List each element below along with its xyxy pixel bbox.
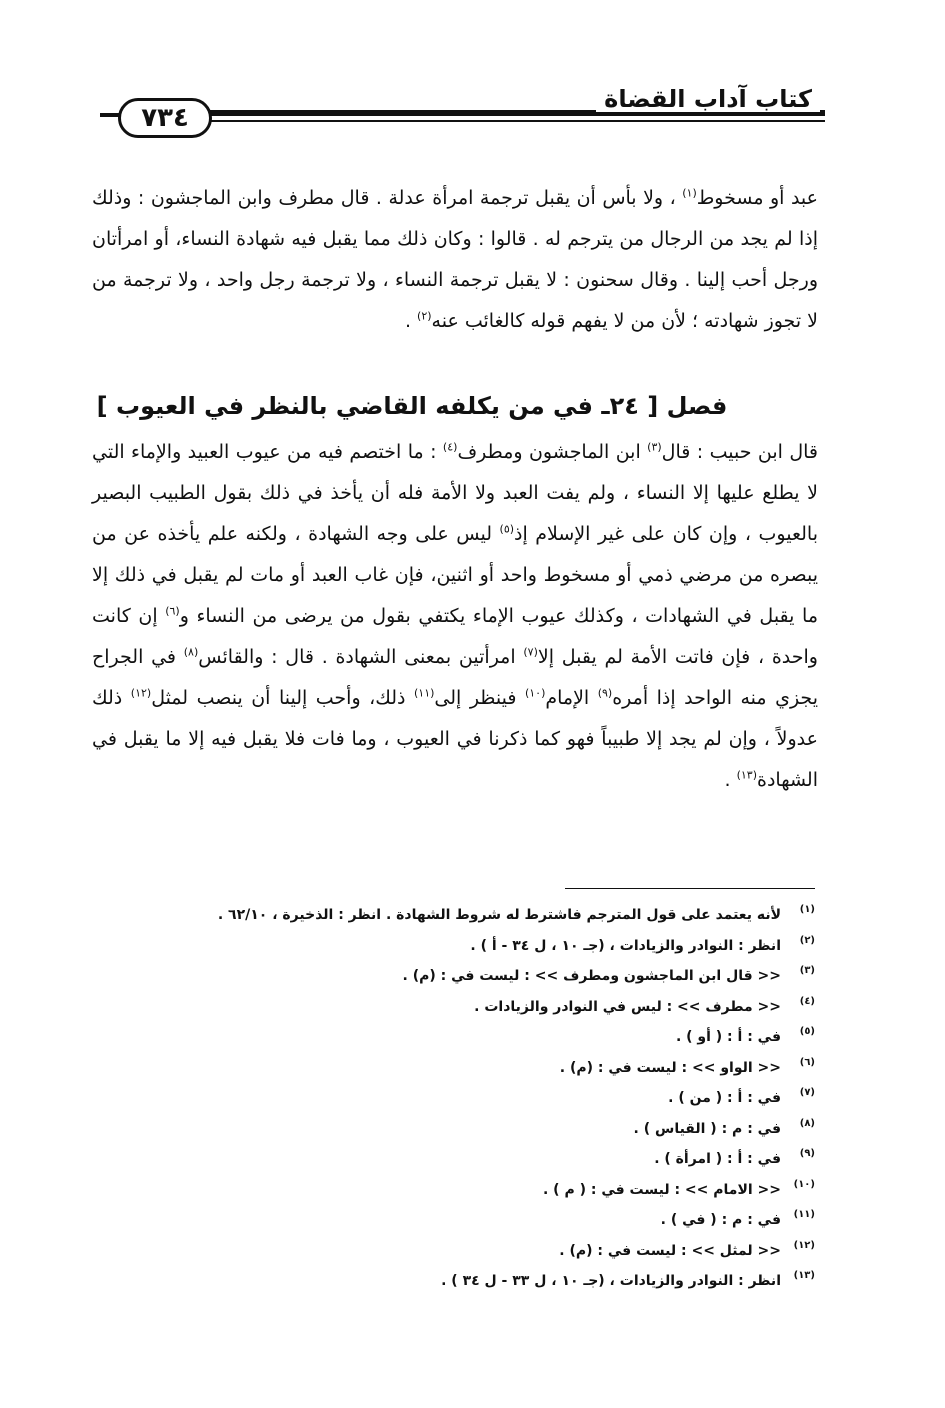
footnote-number: (٥) [799, 1026, 815, 1037]
header-rule-thin [190, 120, 825, 122]
text-segment: ذلك، وأحب إلينا أن ينصب لمثل [151, 687, 414, 709]
text-segment: الإمام [545, 687, 598, 709]
footnote-text: انظر : النوادر والزيادات ، (جـ ١٠ ، ل ٣٤ - أ ) . [470, 937, 781, 954]
footnote-item [120, 1083, 815, 1114]
footnote-item [120, 961, 815, 992]
footnote-text: في : أ : ( امرأة ) . [654, 1151, 781, 1167]
footnote-ref[interactable]: (٨) [183, 645, 199, 659]
footnote-ref[interactable]: (٧) [523, 645, 538, 659]
footnote-item [120, 1266, 815, 1297]
footnote-number: (١٣) [793, 1270, 815, 1281]
footnote-item [120, 1236, 815, 1267]
paragraph-1 [92, 178, 818, 342]
footnote-item [120, 1205, 815, 1236]
text-segment: . [404, 310, 418, 332]
footnote-text: في : أ : ( أو ) . [675, 1029, 781, 1045]
footnote-item [120, 1114, 815, 1145]
footnote-text: << لمثل >> : ليست في : (م) . [559, 1242, 781, 1259]
footnote-number: (٢) [799, 934, 815, 946]
page-number: ٧٣٤ [118, 98, 212, 138]
text-segment: ليس على وجه الشهادة ، ولكنه علم يأخذه عن من يبصره من مرضي ذمي أو مسخوط واحد أو اثنين، فإن غاب العبد أو مات لم يقبل في ذلك إلا ما يقبل في الشهادات ، وكذلك عيوب الإماء يكتفي بقول من يرضى من النساء و [92, 523, 818, 627]
footnote-number: (٨) [799, 1117, 815, 1129]
footnote-number: (٤) [799, 995, 815, 1007]
footnote-text: << مطرف >> : ليس في النوادر والزيادات . [474, 998, 781, 1015]
footnote-ref[interactable]: (٤) [442, 440, 458, 454]
running-title: كتاب آداب القضاة [596, 86, 820, 112]
footnote-text: << الواو >> : ليست في : (م) . [559, 1059, 781, 1076]
text-segment: عبد أو مسخوط [696, 187, 818, 209]
footnote-number: (١٠) [793, 1178, 815, 1190]
footnote-item [120, 900, 815, 931]
footnote-number: (١٢) [793, 1239, 815, 1251]
footnote-number: (٧) [799, 1087, 815, 1098]
footnote-number: (١١) [793, 1209, 815, 1220]
footnote-text: << قال ابن الماجشون ومطرف >> : ليست في : (م) . [402, 968, 781, 984]
footnote-text: في : م : ( في ) . [660, 1212, 781, 1228]
text-segment: ذلك عدولاً ، وإن لم يجد إلا طبيباً فهو كما ذكرنا في العيوب ، وما فات فلا يقبل فيه إلا ما يقبل في الشهادة [92, 687, 818, 791]
footnote-number: (١) [799, 904, 815, 915]
footnote-text: في : أ : ( من ) . [668, 1090, 781, 1106]
footnote-number: (٦) [799, 1056, 815, 1068]
footnote-ref[interactable]: (١) [682, 186, 697, 200]
footnote-text: انظر : النوادر والزيادات ، (جـ ١٠ ، ل ٣٣ - ل ٣٤ ) . [441, 1273, 781, 1289]
footnote-ref[interactable]: (٦) [165, 604, 180, 618]
footnote-ref[interactable]: (١٣) [736, 768, 758, 782]
footnote-ref[interactable]: (٣) [647, 440, 662, 454]
text-segment: قال ابن حبيب : قال [661, 441, 818, 463]
text-segment: ، ولا بأس أن يقبل ترجمة امرأة عدلة . قال مطرف وابن الماجشون : وذلك إذا لم يجد من الرجال من يترجم له . قالوا : وكان ذلك مما يقبل فيه شهادة النساء، أو امرأتان ورجل أحب إلينا . وقال سحنون : لا يقبل ترجمة النساء ، ولا ترجمة رجل واحد ، ولا ترجمة من لا تجوز شهادته ؛ لأن من لا يفهم قوله كالغائب عنه [92, 187, 818, 332]
footnote-item [120, 1144, 815, 1175]
footnote-text: في : م : ( القياس ) . [633, 1120, 781, 1137]
footnote-item [120, 1022, 815, 1053]
text-segment: ابن الماجشون ومطرف [457, 441, 648, 463]
text-segment: امرأتين بمعنى الشهادة . قال : والقائس [198, 646, 524, 668]
text-segment: . [724, 769, 737, 791]
footnote-ref[interactable]: (١٢) [130, 686, 152, 700]
text-segment: إن كانت واحدة ، فإن فاتت الأمة لم يقبل إلا [92, 605, 818, 668]
footnote-item [120, 1175, 815, 1206]
footnote-text: << الامام >> : ليست في : ( م ) . [542, 1181, 781, 1198]
footnote-ref[interactable]: (١٠) [524, 686, 546, 700]
footnote-number: (٣) [799, 965, 815, 976]
footnote-separator [565, 888, 815, 889]
text-segment: فينظر إلى [434, 687, 525, 709]
footnote-item [120, 992, 815, 1023]
footnote-ref[interactable]: (٥) [499, 522, 515, 536]
footnote-item [120, 1053, 815, 1084]
page-header [100, 80, 825, 140]
footnotes-list [120, 900, 815, 1297]
footnote-ref[interactable]: (١١) [414, 686, 435, 700]
footnote-ref[interactable]: (٩) [597, 686, 613, 700]
footnote-item [120, 931, 815, 962]
footnote-ref[interactable]: (٢) [417, 309, 432, 323]
footnote-text: لأنه يعتمد على قول المترجم فاشترط له شروط الشهادة . انظر : الذخيرة ، ٦٢/١٠ . [217, 907, 781, 923]
text-segment: في الجراح يجزي منه الواحد إذا أمره [92, 646, 818, 709]
text-segment: : ما اختصم فيه من عيوب العبيد والإماء التي لا يطلع عليها إلا النساء ، ولم يفت العبد ولا الأمة فله أن يأخذ في ذلك بقول الطبيب البصير بالعيوب ، وإن كان على غير الإسلام إذ [92, 441, 818, 545]
paragraph-2 [92, 432, 818, 801]
section-heading: فصل [ ٢٤ـ في من يكلفه القاضي بالنظر في العيوب ] [96, 392, 728, 420]
footnote-number: (٩) [799, 1148, 815, 1159]
